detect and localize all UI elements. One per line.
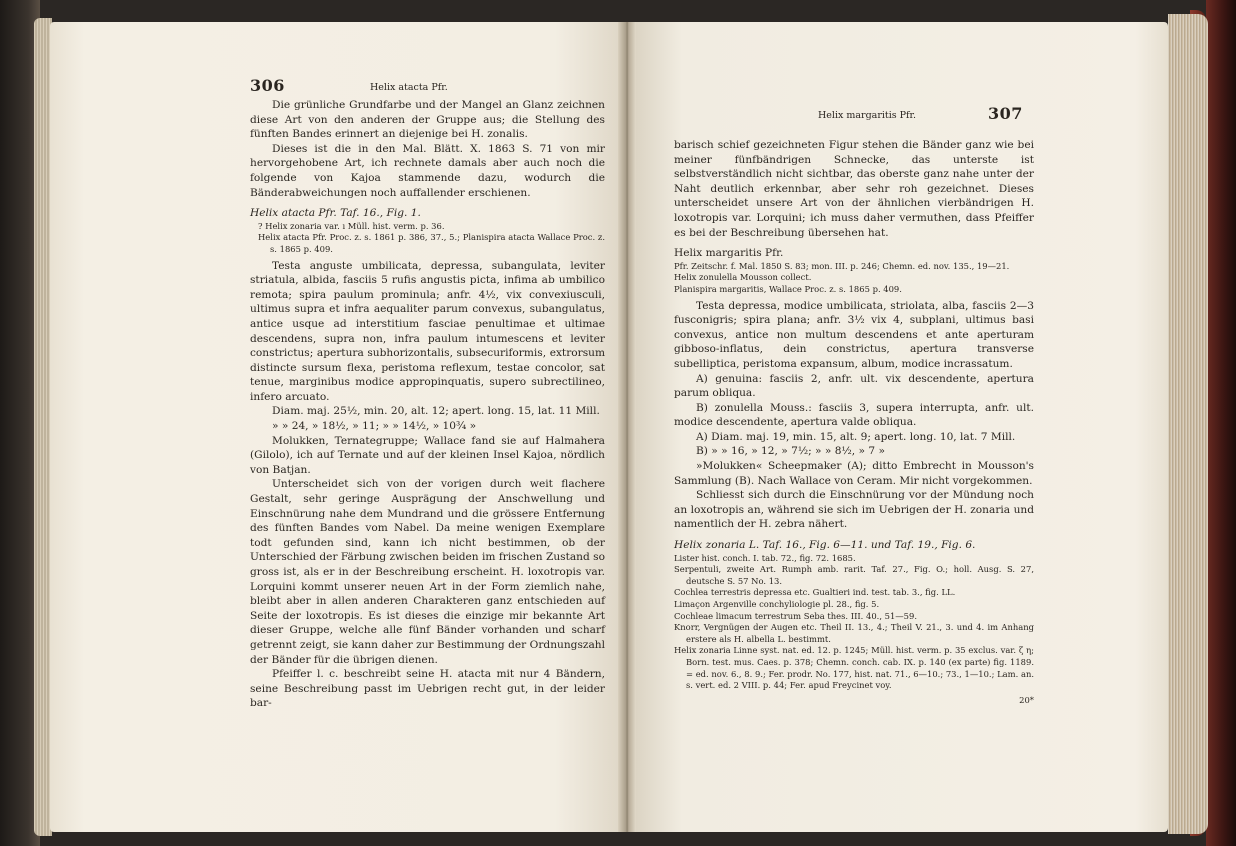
variety: A) genuina: fasciis 2, anfr. ult. vix descendente, apertura parum obliqua. <box>674 372 1034 400</box>
synonym: ? Helix zonaria var. ı Müll. hist. verm. p. 36. <box>258 220 445 231</box>
reference: Helix zonaria Linne syst. nat. ed. 12. p. 1245; Müll. hist. verm. p. 35 exclus. var. ζ η; Born. test. mus. Caes. p. 378; Chemn. conch. cab. IX. p. 140 (ex parte) fig. 1189. = ed. nov. 6., 8. 9.; Fer. prodr. No. 177, hist. nat. 71., 6—10.; 73., 1—10.; Lam. an. s. vert. ed. 2 VIII. p. 44; Fer. apud Freycinet voy. <box>674 645 1034 691</box>
species-heading-margaritis: Helix margaritis Pfr. <box>674 247 784 260</box>
reference: Lister hist. conch. I. tab. 72., fig. 72. 1685. <box>674 552 856 563</box>
right-running-head: Helix margaritis Pfr. <box>818 110 917 121</box>
left-running-head: Helix atacta Pfr. <box>370 82 448 93</box>
locality: »Molukken« Scheepmaker (A); ditto Embrecht in Mousson's Sammlung (B). Nach Wallace von Ceram. Mir nicht vorgekommen. <box>674 460 1034 487</box>
measurement-line: Diam. maj. 25½, min. 20, alt. 12; apert. long. 15, lat. 11 Mill. <box>272 405 600 418</box>
synonym: Helix zonulella Mousson collect. <box>674 272 812 283</box>
paragraph: Unterscheidet sich von der vorigen durch weit flachere Gestalt, sehr geringe Ausprägung der Anschwellung und Einschnürung nahe dem Mundrand und die grössere Entfernung des fünften Bandes vom Nabel. Da meine wenigen Exemplare todt gefunden sind, kann ich nicht bestimmen, ob der Unterschied der Färbung zwischen beiden im frischen Zustand so gross ist, als er in der Beschreibung erscheint. H. loxotropis var. Lorquini kommt unserer neuen Art in der Form ziemlich nahe, bleibt aber in allen anderen Charakteren ganz entschieden auf Seite der loxotropis. Es ist dieses die einzige mir bekannte Art dieser Gruppe, welche alle fünf Bänder vorhanden und scharf getrennt zeigt, sie kann daher zur Bestimmung der Ordnungszahl der Bänder für die übrigen dienen. <box>250 478 605 666</box>
printer-signature: 20* <box>1019 694 1034 705</box>
left-page-number: 306 <box>250 76 285 95</box>
measurement-line: » » 24, » 18½, » 11; » » 14½, » 10¾ » <box>272 420 477 433</box>
latin-description: Testa depressa, modice umbilicata, striolata, alba, fasciis 2—3 fusconigris; spira plana; anfr. 3½ vix 4, subplani, ultimus basi convexus, antice non multum descendens et ante aperturam gibboso-inflatus, dein constrictus, apertura transverse subelliptica, peristoma expansum, album, modice incrassatum. <box>674 299 1034 370</box>
locality: Molukken, Ternategruppe; Wallace fand sie auf Halmahera (Gilolo), ich auf Ternate und auf der kleinen Insel Kajoa, nördlich von Batjan. <box>250 434 605 476</box>
left-page-text <box>250 98 605 711</box>
species-heading-zonaria: Helix zonaria L. Taf. 16., Fig. 6—11. und Taf. 19., Fig. 6. <box>674 539 976 552</box>
book-gutter <box>618 22 636 832</box>
synonym: Helix atacta Pfr. Proc. z. s. 1861 p. 386, 37., 5.; Planispira atacta Wallace Proc. z. s. 1865 p. 409. <box>258 232 605 254</box>
latin-description: Testa anguste umbilicata, depressa, subangulata, leviter striatula, albida, fasciis 5 rufis angustis picta, infima ab umbilico remota; spira paulum prominula; anfr. 4½, vix convexiusculi, ultimus supra et infra aequaliter parum convexus, subangulatus, antice usque ad interstitium fasciae penultimae et ultimae descendens, supra non, infra paulum intumescens et leviter constrictus; apertura subhorizontalis, subsecuriformis, extrorsum distincte sursum flexa, peristoma reflexum, testae concolor, sat tenue, marginibus modice appropinquatis, supero subrectilineo, infero arcuato. <box>250 259 605 403</box>
synonym: Planispira margaritis, Wallace Proc. z. s. 1865 p. 409. <box>674 283 902 294</box>
variety: B) zonulella Mouss.: fasciis 3, supera interrupta, anfr. ult. modice descendente, apertura valde obliqua. <box>674 401 1034 429</box>
reference: Limaçon Argenville conchyliologie pl. 28., fig. 5. <box>674 599 880 609</box>
right-page-text <box>674 138 1034 707</box>
backdrop-right <box>1206 0 1236 846</box>
paragraph: barisch schief gezeichneten Figur stehen die Bänder ganz wie bei meiner fünfbändrigen Schnecke, das unterste ist selbstverständlich nicht sichtbar, das oberste ganz nahe unter der Naht deutlich erkennbar, aber sehr roh gezeichnet. Dieses unterscheidet unsere Art von der ähnlichen vierbändrigen H. loxotropis var. Lorquini; ich muss daher vermuthen, dass Pfeiffer es bei der Beschreibung übersehen hat. <box>674 139 1034 239</box>
reference: Serpentuli, zweite Art. Rumph amb. rarit. Taf. 27., Fig. O.; holl. Ausg. S. 27, deutsche S. 57 No. 13. <box>674 564 1034 586</box>
reference: Cochlea terrestris depressa etc. Gualtieri ind. test. tab. 3., fig. LL. <box>674 587 956 598</box>
right-page-number: 307 <box>988 104 1023 123</box>
measurement-line: A) Diam. maj. 19, min. 15, alt. 9; apert. long. 10, lat. 7 Mill. <box>696 430 1016 443</box>
reference: Cochleae limacum terrestrum Seba thes. III. 40., 51—59. <box>674 610 918 621</box>
species-heading-atacta: Helix atacta Pfr. Taf. 16., Fig. 1. <box>250 207 421 220</box>
paragraph: Die grünliche Grundfarbe und der Mangel an Glanz zeichnen diese Art von den anderen der Gruppe aus; die Stellung des fünften Bandes erinnert an diejenige bei H. zonalis. <box>250 99 605 141</box>
reference: Knorr, Vergnügen der Augen etc. Theil II. 13., 4.; Theil V. 21., 3. und 4. im Anhang erstere als H. albella L. bestimmt. <box>674 622 1034 644</box>
synonym: Pfr. Zeitschr. f. Mal. 1850 S. 83; mon. III. p. 246; Chemn. ed. nov. 135., 19—21. <box>674 260 1010 271</box>
measurement-line: B) » » 16, » 12, » 7½; » » 8½, » 7 » <box>696 445 885 458</box>
page-stack-right <box>1168 14 1208 834</box>
paragraph: Schliesst sich durch die Einschnürung vor der Mündung noch an loxotropis an, während sie sich im Uebrigen der H. zonaria und namentlich der H. zebra nähert. <box>674 489 1034 531</box>
paragraph: Pfeiffer l. c. beschreibt seine H. atacta mit nur 4 Bändern, seine Beschreibung passt im Uebrigen recht gut, in der leider bar- <box>250 668 605 710</box>
paragraph: Dieses ist die in den Mal. Blätt. X. 1863 S. 71 von mir hervorgehobene Art, ich rechnete damals aber auch noch die folgende von Kajoa stammende dazu, wodurch die Bänderabweichungen noch auffallender erschienen. <box>250 142 605 199</box>
